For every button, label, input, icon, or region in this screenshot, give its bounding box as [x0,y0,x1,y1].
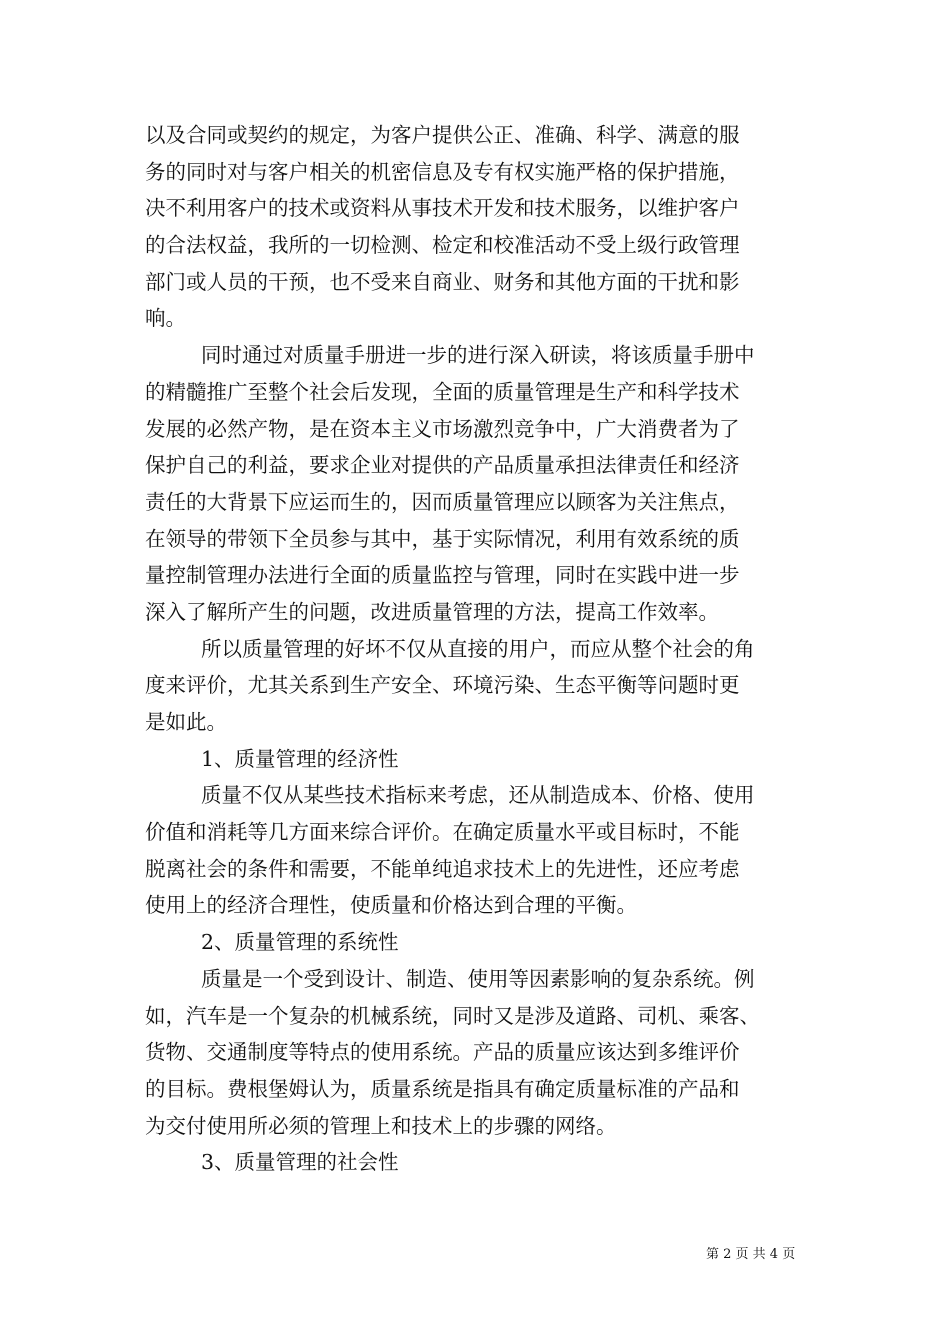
text-line: 质量是一个受到设计、制造、使用等因素影响的复杂系统。例 [201,966,755,991]
section-heading: 2、质量管理的系统性 [201,930,399,955]
text-line: 同时通过对质量手册进一步的进行深入研读，将该质量手册中 [201,343,755,368]
text-line: 使用上的经济合理性，使质量和价格达到合理的平衡。 [145,893,637,918]
text-line: 责任的大背景下应运而生的，因而质量管理应以顾客为关注焦点， [145,489,740,514]
text-line: 决不利用客户的技术或资料从事技术开发和技术服务，以维护客户 [145,196,740,221]
text-line: 响。 [145,306,186,331]
text-line: 量控制管理办法进行全面的质量监控与管理，同时在实践中进一步 [145,563,740,588]
text-line: 为交付使用所必须的管理上和技术上的步骤的网络。 [145,1113,617,1138]
text-line: 如，汽车是一个复杂的机械系统，同时又是涉及道路、司机、乘客、 [145,1003,760,1028]
document-body [145,117,805,1181]
text-line: 所以质量管理的好坏不仅从直接的用户，而应从整个社会的角 [201,636,755,661]
section-heading: 3、质量管理的社会性 [201,1150,399,1175]
text-line: 务的同时对与客户相关的机密信息及专有权实施严格的保护措施， [145,159,740,184]
text-line: 的合法权益，我所的一切检测、检定和校准活动不受上级行政管理 [145,233,740,258]
text-line: 脱离社会的条件和需要，不能单纯追求技术上的先进性，还应考虑 [145,856,740,881]
text-line: 度来评价，尤其关系到生产安全、环境污染、生态平衡等问题时更 [145,673,740,698]
text-line: 货物、交通制度等特点的使用系统。产品的质量应该达到多维评价 [145,1040,740,1065]
text-line: 在领导的带领下全员参与其中，基于实际情况，利用有效系统的质 [145,526,740,551]
text-line: 深入了解所产生的问题，改进质量管理的方法，提高工作效率。 [145,599,719,624]
text-line: 的目标。费根堡姆认为，质量系统是指具有确定质量标准的产品和 [145,1076,740,1101]
text-line: 是如此。 [145,710,227,734]
text-line: 发展的必然产物，是在资本主义市场激烈竞争中，广大消费者为了 [145,416,740,441]
text-line: 价值和消耗等几方面来综合评价。在确定质量水平或目标时，不能 [145,820,740,845]
text-line: 保护自己的利益，要求企业对提供的产品质量承担法律责任和经济 [145,453,740,478]
text-line: 的精髓推广至整个社会后发现，全面的质量管理是生产和科学技术 [145,379,740,404]
page-number: 第 2 页 共 4 页 [706,1247,796,1262]
text-line: 部门或人员的干预，也不受来自商业、财务和其他方面的干扰和影 [145,269,740,294]
text-line: 质量不仅从某些技术指标来考虑，还从制造成本、价格、使用 [201,783,755,808]
text-line: 以及合同或契约的规定，为客户提供公正、准确、科学、满意的服 [145,123,740,147]
section-heading: 1、质量管理的经济性 [201,746,399,771]
